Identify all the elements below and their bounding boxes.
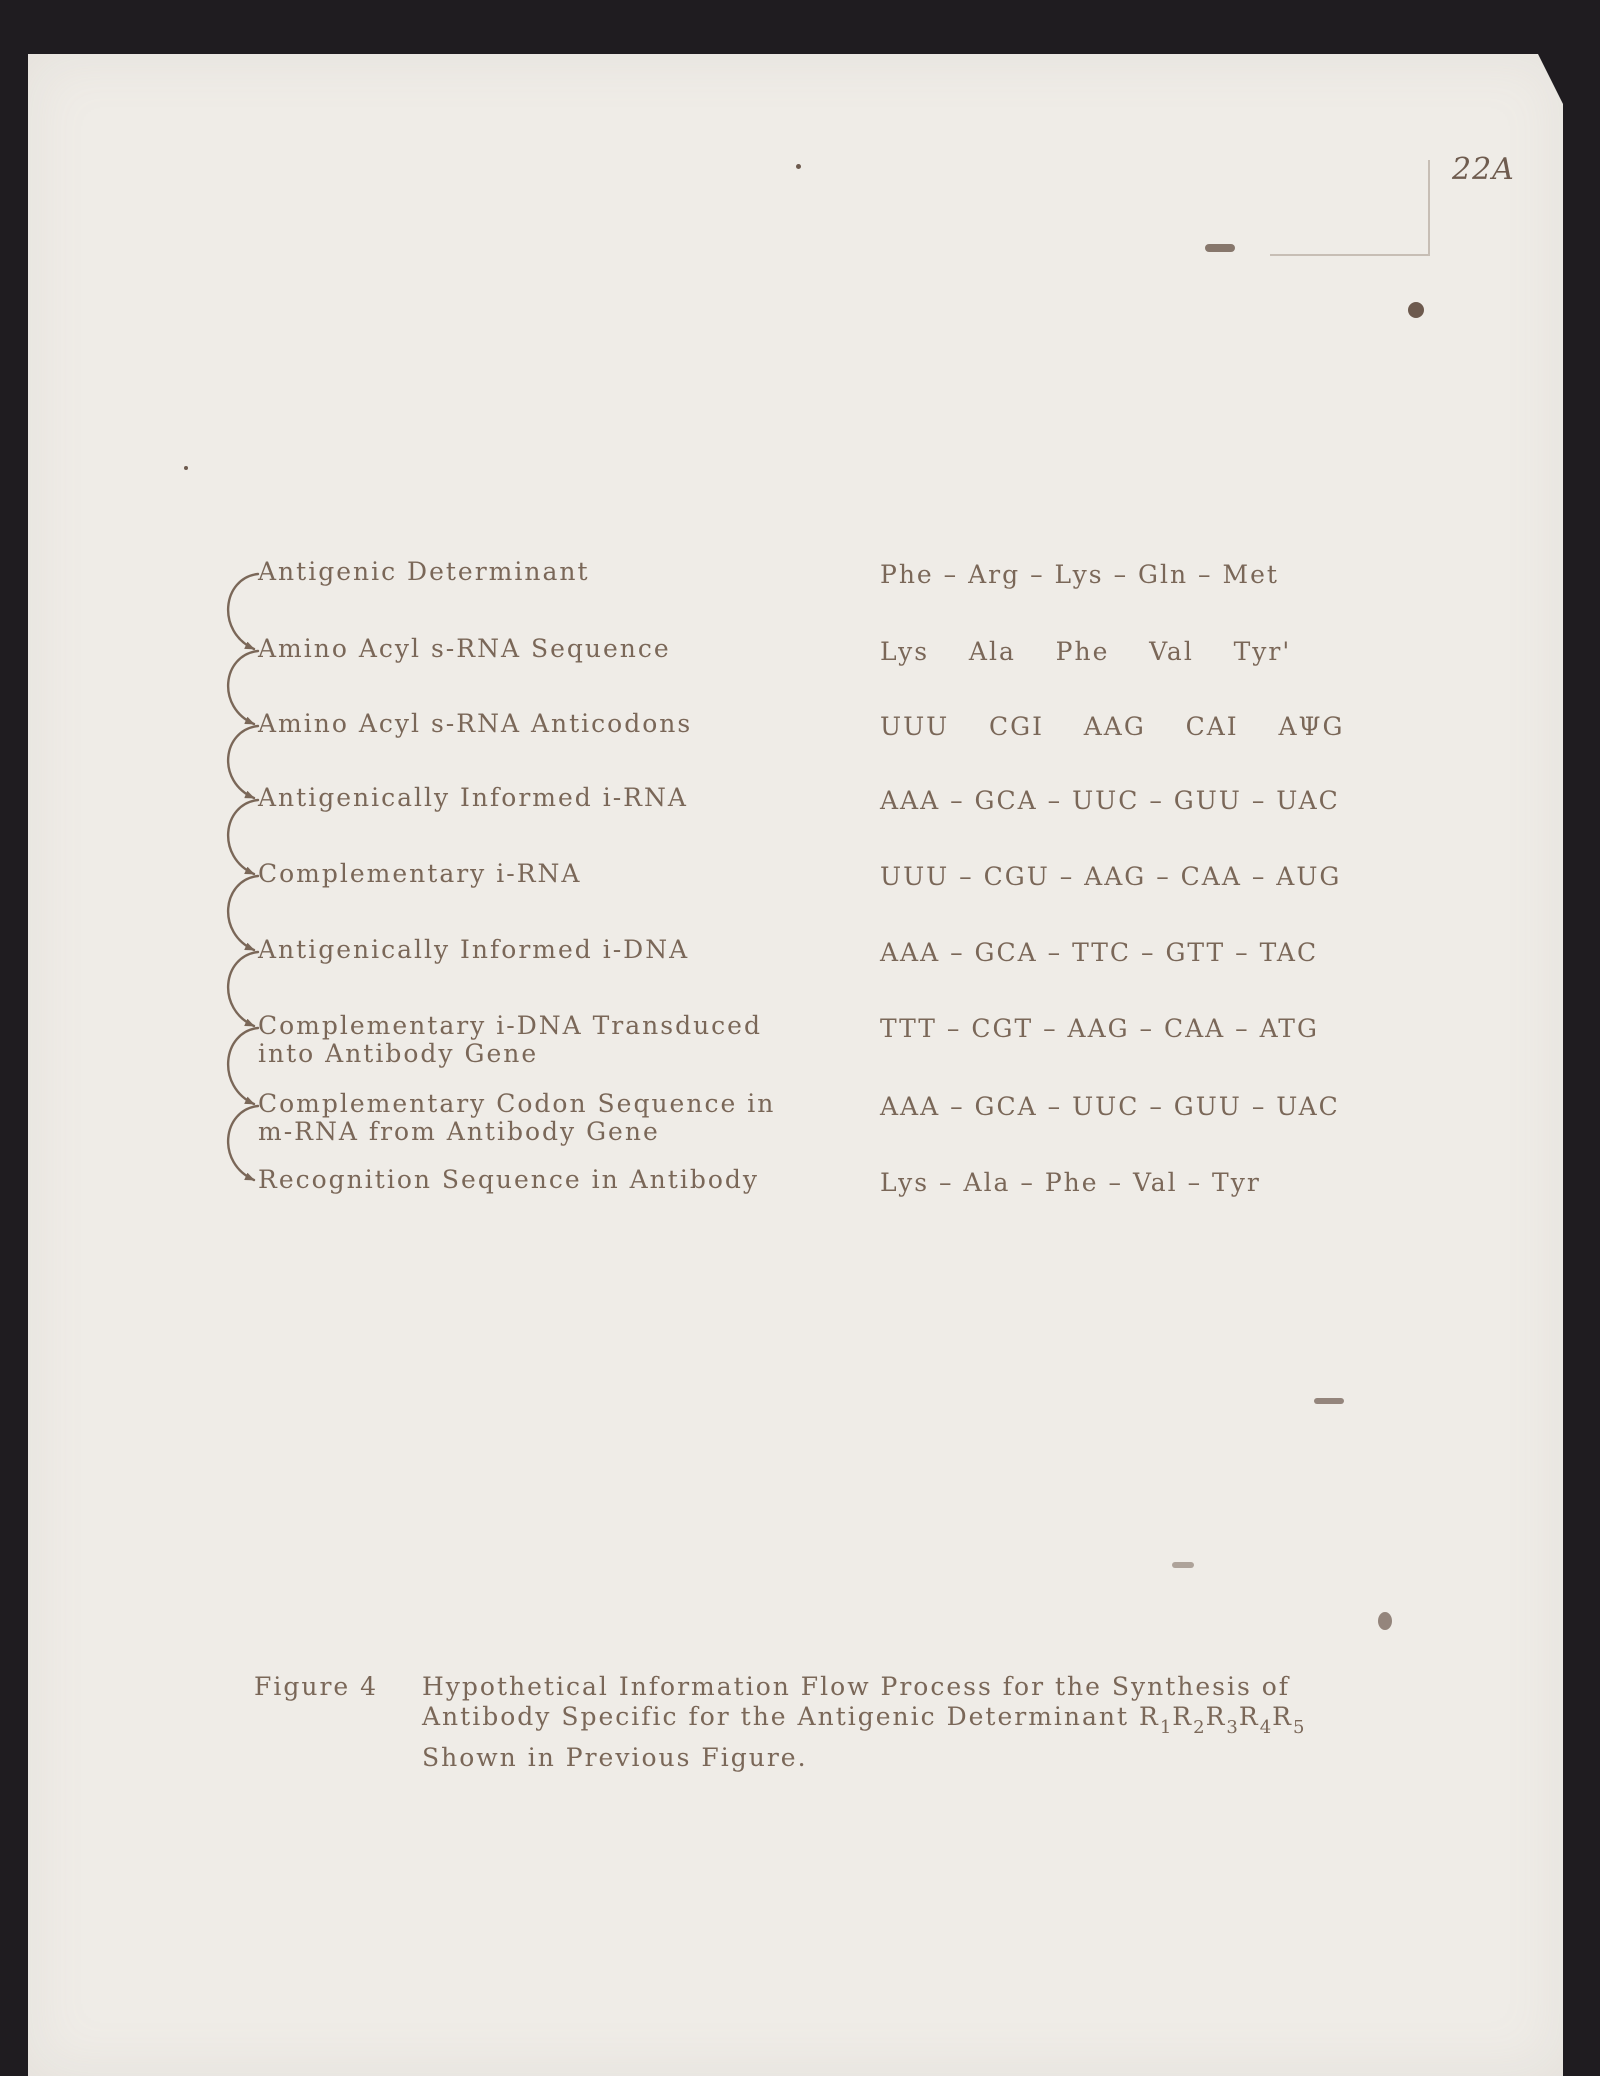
determinant-subscript: 3 bbox=[1226, 1717, 1239, 1738]
flow-step-label bbox=[258, 860, 581, 888]
flow-step-label bbox=[258, 710, 692, 738]
determinant-letter: R bbox=[1272, 1702, 1293, 1731]
flow-step-sequence: TTT – CGT – AAG – CAA – ATG bbox=[880, 1014, 1319, 1043]
ink-spot bbox=[184, 466, 188, 470]
ink-spot bbox=[1314, 1398, 1344, 1404]
antigenic-determinant bbox=[1139, 1702, 1306, 1738]
caption-text bbox=[422, 1672, 1382, 1773]
determinant-subscript: 5 bbox=[1292, 1717, 1306, 1738]
determinant-letter: R bbox=[1139, 1702, 1160, 1731]
flow-step-label-line: Antigenically Informed i-DNA bbox=[258, 935, 690, 964]
flow-step-label-line: Amino Acyl s-RNA Anticodons bbox=[258, 709, 693, 738]
flow-step-sequence: AAA – GCA – UUC – GUU – UAC bbox=[880, 786, 1340, 815]
ink-spot bbox=[1378, 1612, 1392, 1630]
flow-step-label-line: m-RNA from Antibody Gene bbox=[258, 1117, 660, 1146]
flow-step-label bbox=[258, 558, 590, 586]
ink-spot bbox=[1408, 302, 1424, 318]
determinant-letter: R bbox=[1172, 1702, 1194, 1731]
caption-line-3: Shown in Previous Figure. bbox=[422, 1743, 808, 1772]
determinant-subscript: 2 bbox=[1193, 1717, 1206, 1738]
flow-step-label bbox=[258, 1166, 759, 1194]
flow-step-label-line: Complementary i-RNA bbox=[258, 859, 582, 888]
flow-step-sequence: Lys Ala Phe Val Tyr' bbox=[880, 637, 1292, 666]
caption-line-2 bbox=[422, 1702, 1382, 1743]
flow-step-label-line: into Antibody Gene bbox=[258, 1039, 539, 1068]
flow-step-sequence: Phe – Arg – Lys – Gln – Met bbox=[880, 560, 1279, 589]
flow-step-sequence: AAA – GCA – UUC – GUU – UAC bbox=[880, 1092, 1340, 1121]
flow-step-sequence: UUU – CGU – AAG – CAA – AUG bbox=[880, 862, 1342, 891]
determinant-letter: R bbox=[1238, 1702, 1260, 1731]
caption-line-2-prefix: Antibody Specific for the Antigenic Determinant bbox=[422, 1702, 1140, 1731]
flow-step-sequence: AAA – GCA – TTC – GTT – TAC bbox=[880, 938, 1319, 967]
flow-step-label-line: Complementary i-DNA Transduced bbox=[258, 1011, 762, 1040]
determinant-subscript: 4 bbox=[1259, 1717, 1273, 1738]
flow-step-label-line: Amino Acyl s-RNA Sequence bbox=[258, 634, 671, 663]
flow-step-label bbox=[258, 635, 671, 663]
flow-step-sequence: Lys – Ala – Phe – Val – Tyr bbox=[880, 1168, 1261, 1197]
caption-line-1: Hypothetical Information Flow Process for the Synthesis of bbox=[422, 1672, 1291, 1701]
ink-spot bbox=[1172, 1562, 1194, 1568]
page-number: 22A bbox=[1452, 152, 1515, 187]
flow-step-sequence: UUU CGI AAG CAI AΨG bbox=[880, 712, 1345, 741]
flow-step-label bbox=[258, 1012, 762, 1068]
corner-registration-mark bbox=[1270, 160, 1430, 256]
flow-step-label bbox=[258, 936, 689, 964]
ink-spot bbox=[1205, 244, 1235, 252]
flow-step-label-line: Recognition Sequence in Antibody bbox=[258, 1165, 759, 1194]
determinant-letter: R bbox=[1205, 1702, 1227, 1731]
flow-step-label bbox=[258, 1090, 775, 1146]
flow-step-label bbox=[258, 784, 688, 812]
flow-step-label-line: Complementary Codon Sequence in bbox=[258, 1089, 776, 1118]
caption-label: Figure 4 bbox=[254, 1672, 379, 1701]
flow-step-label-line: Antigenic Determinant bbox=[258, 557, 590, 586]
flow-step-label-line: Antigenically Informed i-RNA bbox=[258, 783, 688, 812]
ink-spot bbox=[796, 164, 801, 169]
determinant-subscript: 1 bbox=[1159, 1717, 1173, 1738]
